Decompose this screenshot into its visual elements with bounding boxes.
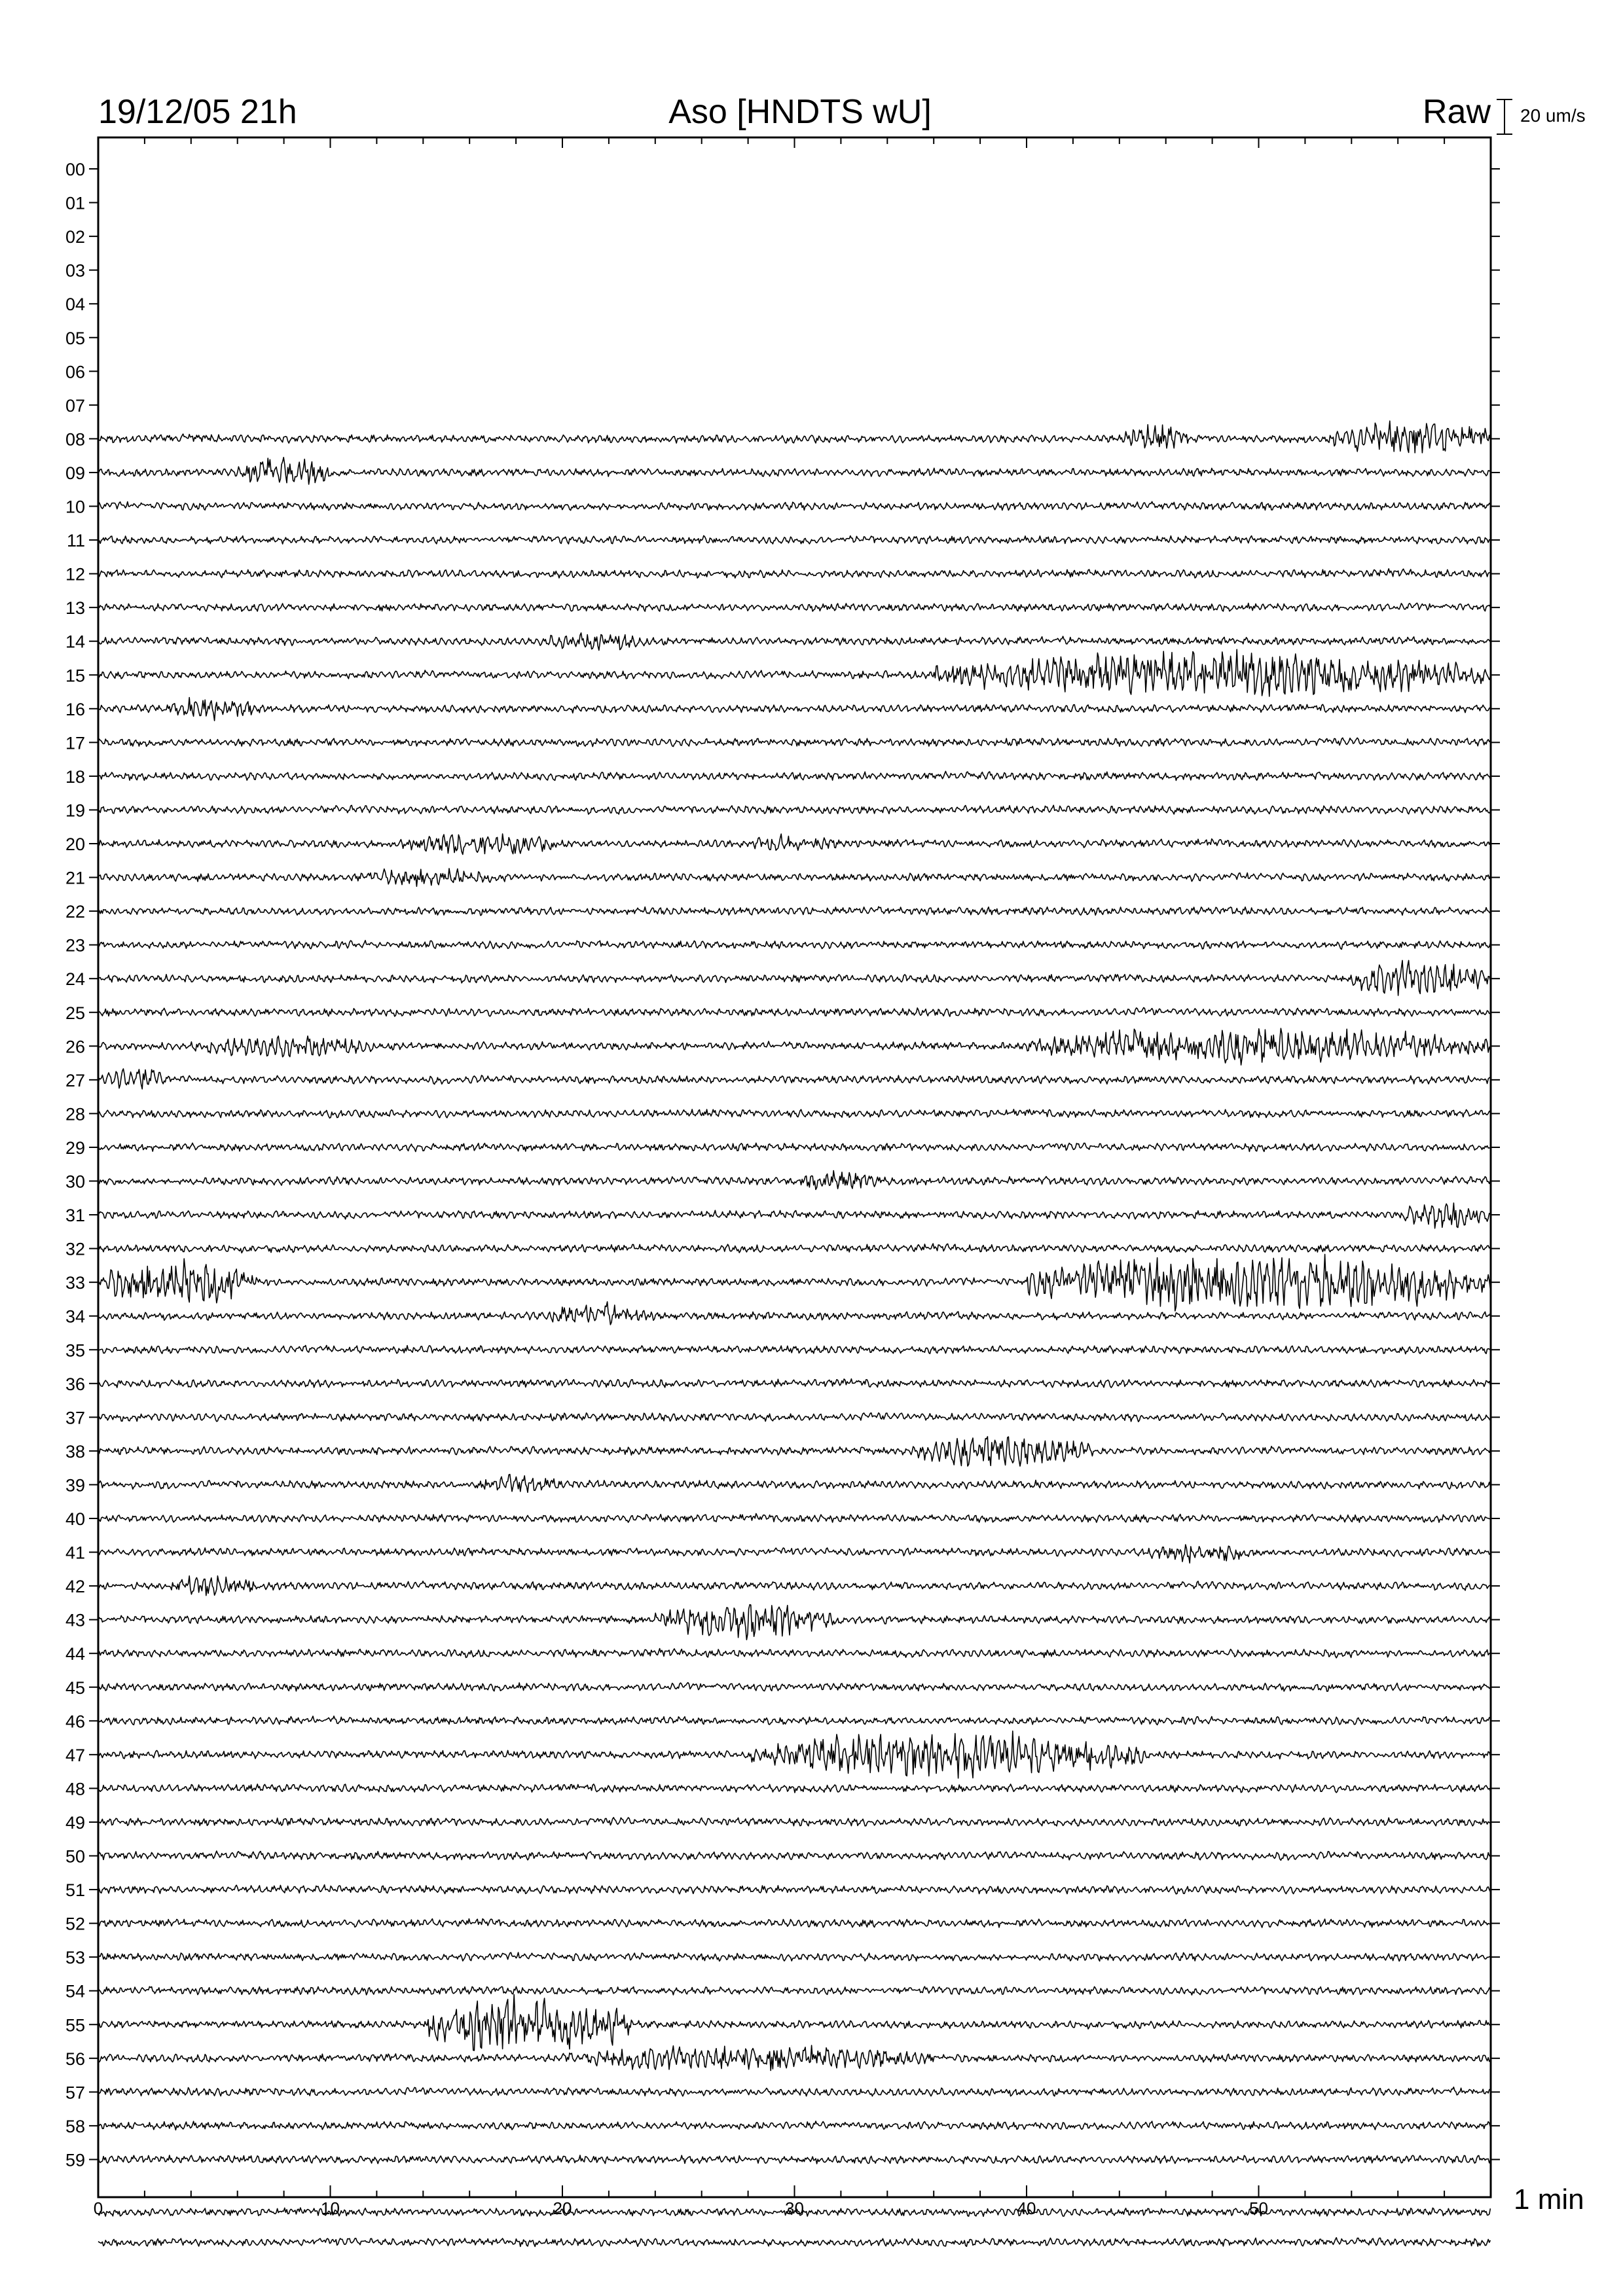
mode-label: Raw (1422, 93, 1491, 131)
row-label: 09 (65, 463, 85, 483)
x-tick-label: 10 (321, 2198, 340, 2218)
row-label: 42 (65, 1577, 85, 1597)
row-label: 31 (65, 1206, 85, 1226)
row-label: 40 (65, 1509, 85, 1529)
row-label: 19 (65, 800, 85, 821)
row-label: 38 (65, 1441, 85, 1462)
row-label: 53 (65, 1948, 85, 1968)
row-label: 12 (65, 564, 85, 584)
row-label: 23 (65, 935, 85, 956)
row-label: 18 (65, 766, 85, 787)
row-label: 00 (65, 160, 85, 179)
datetime-label: 19/12/05 21h (98, 93, 297, 131)
row-label: 17 (65, 733, 85, 753)
row-label: 11 (66, 531, 85, 551)
row-label: 37 (65, 1408, 85, 1428)
row-label: 25 (65, 1003, 85, 1023)
row-label: 55 (65, 2015, 85, 2036)
row-label: 24 (65, 969, 85, 990)
row-label: 51 (65, 1880, 85, 1901)
row-label: 02 (65, 227, 85, 247)
row-label: 41 (65, 1543, 85, 1563)
row-label: 27 (65, 1070, 85, 1090)
row-label: 16 (65, 699, 85, 719)
row-label: 14 (65, 632, 85, 652)
row-label: 59 (65, 2150, 85, 2170)
row-label: 22 (65, 902, 85, 922)
row-label: 49 (65, 1812, 85, 1833)
row-label: 48 (65, 1779, 85, 1799)
row-label: 05 (65, 328, 85, 348)
row-label: 57 (65, 2083, 85, 2103)
row-label: 15 (65, 666, 85, 686)
row-label: 08 (65, 429, 85, 450)
row-label: 46 (65, 1712, 85, 1732)
row-label: 10 (65, 497, 85, 517)
row-label: 21 (65, 868, 85, 888)
row-label: 52 (65, 1914, 85, 1934)
x-tick-label: 50 (1249, 2198, 1268, 2218)
x-tick-label: 20 (553, 2198, 572, 2218)
row-label: 39 (65, 1475, 85, 1496)
row-label: 20 (65, 834, 85, 854)
row-label: 32 (65, 1239, 85, 1259)
row-label: 01 (65, 193, 85, 213)
row-label: 07 (65, 395, 85, 416)
row-label: 43 (65, 1610, 85, 1630)
row-label: 33 (65, 1273, 85, 1293)
row-label: 44 (65, 1644, 85, 1664)
x-tick-label: 30 (785, 2198, 804, 2218)
row-label: 50 (65, 1846, 85, 1867)
row-label: 45 (65, 1677, 85, 1698)
row-label: 47 (65, 1745, 85, 1765)
row-label: 34 (65, 1306, 85, 1327)
x-tick-label: 40 (1017, 2198, 1036, 2218)
row-label: 03 (65, 260, 85, 281)
row-label: 36 (65, 1374, 85, 1394)
row-label: 30 (65, 1172, 85, 1192)
row-label: 28 (65, 1104, 85, 1124)
row-label: 06 (65, 362, 85, 382)
row-label: 26 (65, 1037, 85, 1057)
x-tick-label: 0 (93, 2198, 103, 2218)
amplitude-scale-label: 20 um/s (1520, 105, 1586, 126)
row-label: 56 (65, 2049, 85, 2069)
row-label: 58 (65, 2116, 85, 2136)
row-label: 54 (65, 1981, 85, 2001)
row-label: 04 (65, 295, 85, 315)
row-label: 29 (65, 1138, 85, 1158)
station-title: Aso [HNDTS wU] (668, 93, 932, 131)
row-label: 35 (65, 1340, 85, 1361)
x-axis-unit-label: 1 min (1514, 2183, 1584, 2215)
row-label: 13 (65, 598, 85, 619)
